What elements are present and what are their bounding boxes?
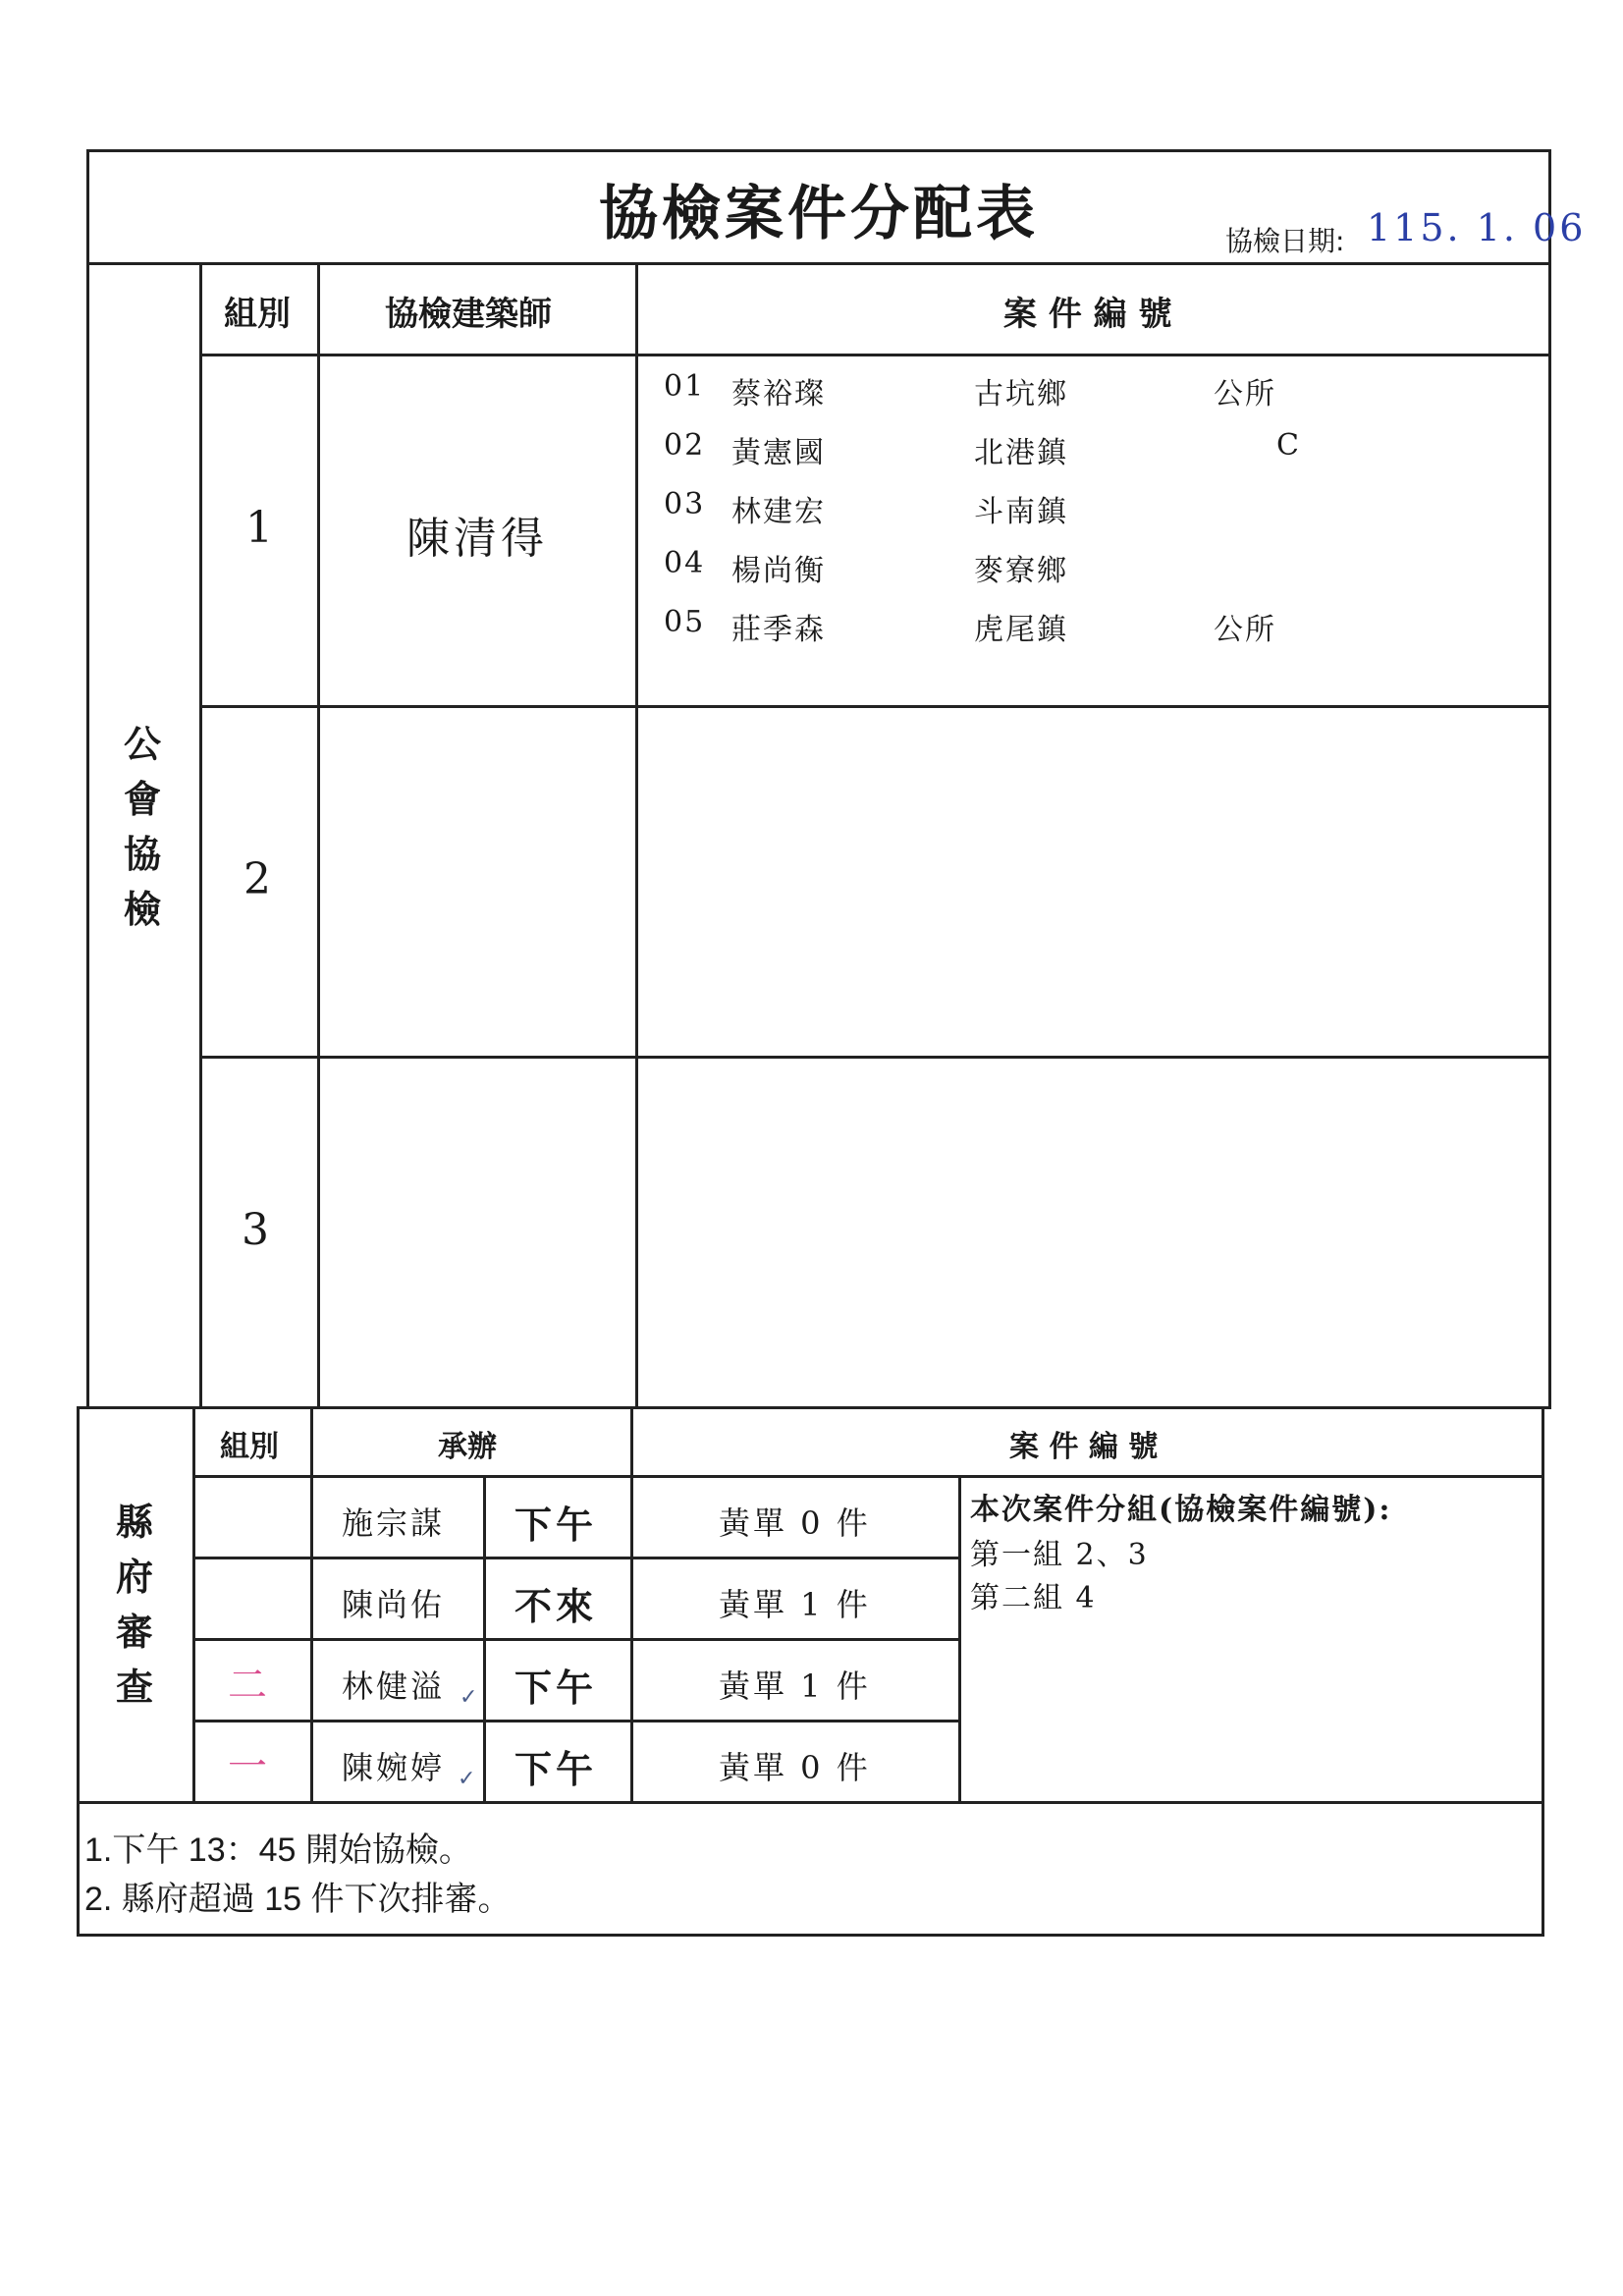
case-township: 虎尾鎮: [974, 613, 1068, 647]
case-no: 05: [664, 605, 706, 639]
check-mark-icon: ✓: [460, 1685, 478, 1710]
case-owner: 楊尚衡: [731, 554, 826, 588]
case-note: C: [1276, 428, 1301, 463]
group-col-line: [317, 262, 320, 1406]
summary-line: 第一組 2、3: [970, 1538, 1149, 1572]
county-section-label: 縣 府 審 查: [115, 1501, 153, 1709]
county-section-divider: [192, 1406, 195, 1802]
border-right-upper: [1548, 149, 1551, 1406]
county-header-handler: 承辦: [438, 1430, 497, 1464]
note-line: 1.下午 13：45 開始協檢。: [84, 1831, 472, 1869]
county-row1-line: [192, 1557, 960, 1559]
section-divider: [199, 262, 202, 1406]
handwritten-group-mark: 二: [228, 1663, 267, 1708]
handler-time: 下午: [514, 1666, 598, 1710]
case-owner: 蔡裕璨: [731, 377, 826, 411]
county-bottom-line: [77, 1801, 1544, 1804]
header-group: 組別: [224, 295, 291, 334]
case-township: 北港鎮: [974, 436, 1068, 470]
case-owner: 林建宏: [731, 495, 826, 529]
upper-bottom-line: [77, 1406, 1551, 1409]
border-top: [86, 149, 1551, 152]
handler-time: 下午: [514, 1747, 598, 1791]
handler-name: 林健溢: [342, 1667, 446, 1705]
yellow-slip-count: 黃單 0 件: [719, 1749, 871, 1786]
summary-line: 第二組 4: [970, 1581, 1097, 1615]
date-label: 協檢日期:: [1225, 225, 1345, 257]
county-header-line: [192, 1475, 1544, 1478]
form-title: 協檢案件分配表: [599, 180, 1039, 248]
group-number: 3: [242, 1205, 269, 1255]
handler-name: 陳尚佑: [342, 1586, 446, 1623]
county-handler-col-line: [630, 1406, 633, 1802]
note-line: 2. 縣府超過 15 件下次排審。: [84, 1881, 512, 1918]
row1-line: [199, 705, 1551, 708]
case-no: 04: [664, 546, 706, 580]
group-number: 2: [243, 854, 271, 904]
handler-name: 陳婉婷: [342, 1749, 446, 1786]
check-mark-icon: ✓: [458, 1767, 476, 1791]
county-row2-line: [192, 1638, 960, 1641]
header-row-line: [199, 354, 1551, 356]
case-township: 古坑鄉: [974, 377, 1068, 411]
case-no: 01: [664, 369, 706, 404]
county-group-col-line: [310, 1406, 313, 1802]
case-note: 公所: [1214, 377, 1276, 411]
handler-time: 下午: [514, 1503, 598, 1547]
handler-time: 不來: [514, 1584, 598, 1628]
date-value: 115. 1. 06: [1367, 206, 1587, 249]
case-township: 斗南鎮: [974, 495, 1068, 529]
case-owner: 莊季森: [731, 613, 826, 647]
row2-line: [199, 1056, 1551, 1059]
summary-title: 本次案件分組(協檢案件編號):: [970, 1493, 1392, 1527]
case-no: 03: [664, 487, 706, 521]
case-township: 麥寮鄉: [974, 554, 1068, 588]
yellow-slip-count: 黃單 0 件: [719, 1504, 871, 1542]
group-number: 1: [245, 503, 273, 553]
header-architect: 協檢建築師: [385, 295, 552, 334]
header-case-no: 案 件 編 號: [1003, 295, 1172, 334]
border-left-lower: [77, 1406, 80, 1937]
border-bottom: [77, 1934, 1544, 1937]
handwritten-group-mark: 一: [228, 1744, 267, 1789]
county-row3-line: [192, 1720, 960, 1722]
case-no: 02: [664, 428, 706, 463]
yellow-slip-count: 黃單 1 件: [719, 1667, 871, 1705]
architect-name: 陳清得: [406, 514, 548, 564]
handler-name: 施宗謀: [342, 1504, 446, 1542]
case-note: 公所: [1214, 613, 1276, 647]
association-section-label: 公 會 協 檢: [123, 723, 161, 931]
title-row-line: [86, 262, 1551, 265]
architect-col-line: [635, 262, 638, 1406]
yellow-slip-count: 黃單 1 件: [719, 1586, 871, 1623]
county-header-case-no: 案 件 編 號: [1009, 1430, 1159, 1464]
border-right-lower: [1542, 1406, 1544, 1937]
case-owner: 黃憲國: [731, 436, 826, 470]
county-header-group: 組別: [220, 1430, 279, 1464]
border-left-upper: [86, 149, 89, 1406]
